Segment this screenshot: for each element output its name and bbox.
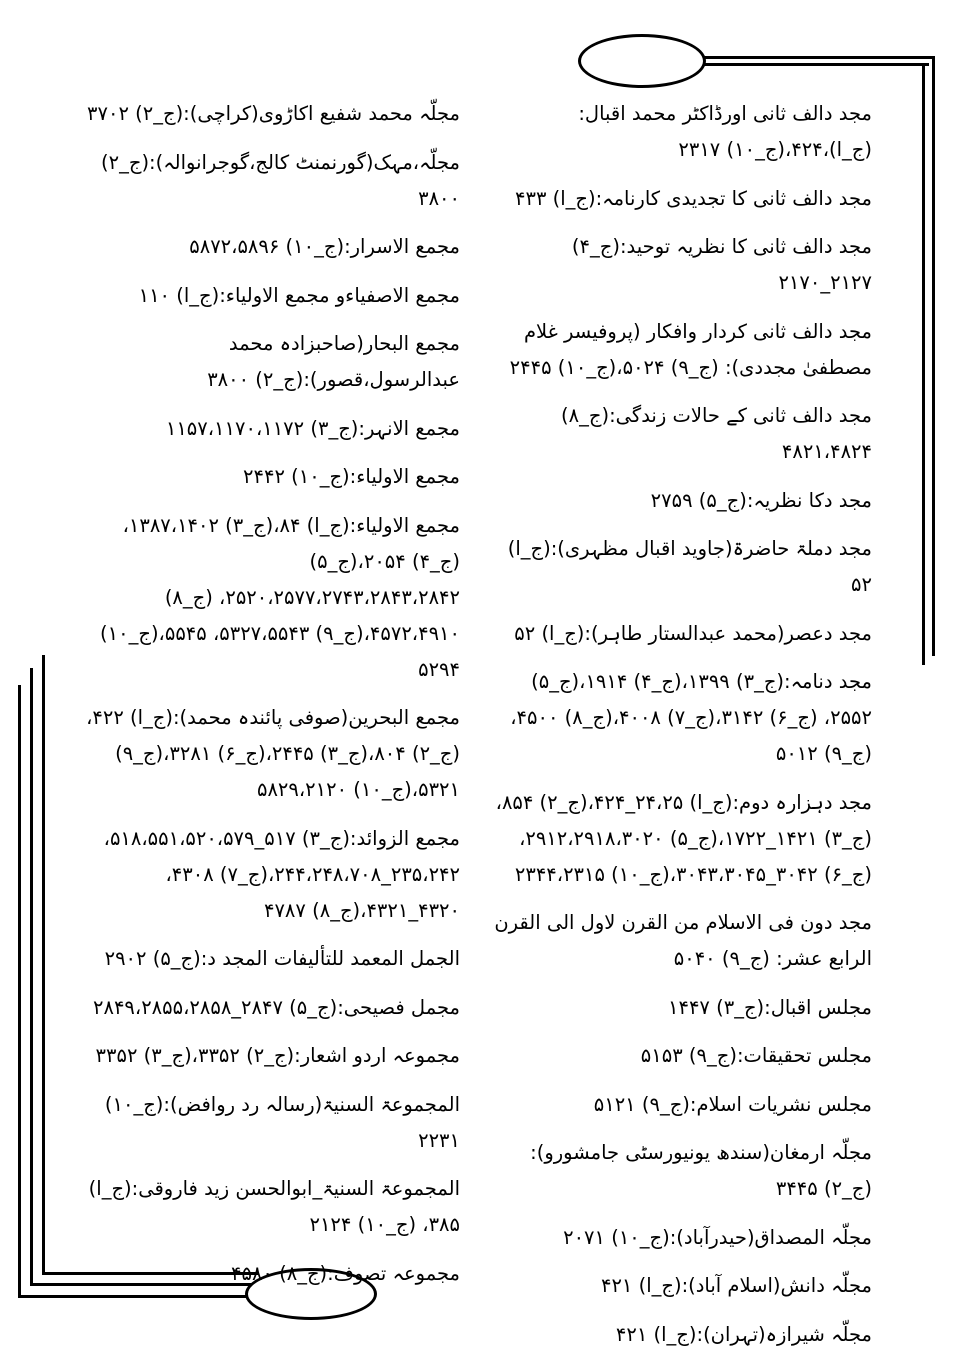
- frame-right-line-2: [922, 63, 925, 665]
- index-entry: مجمع البحرین(صوفی پائندہ محمد):(ج_ا) ۴۲۲،(ج_۲) ۸۰۴،(ج_۳) ۲۴۴۵،(ج_۶) ۳۲۸۱،(ج_۹) ۵۳۲۱،(ج_۱۰) ۵۸۲۹،۲۱۲۰: [86, 706, 460, 801]
- index-entry: مجد دون فی الاسلام من القرن لاول الی القرن الرابع عشر: (ج_۹) ۵۰۴۰: [494, 911, 872, 970]
- index-entry: مجلّہ محمد شفیع اکاڑوی(کراچی):(ج_۲) ۳۷۰۲: [87, 102, 460, 125]
- index-entry: مجلّہ،مہک(گورنمنٹ کالج،گوجرانوالہ):(ج_۲) ۳۸۰۰: [101, 150, 460, 210]
- index-column-left: [82, 96, 460, 1304]
- index-entry: المجموعۃ السنیۃ_ابوالحسن زید فاروقی:(ج_ا) ۳۸۵، (ج_۱۰) ۲۱۲۴: [88, 1177, 460, 1236]
- frame-oval-top: [578, 34, 706, 88]
- index-entry: مجمع الاصفیاءو مجمع الاولیاء:(ج_ا) ۱۱۰: [138, 283, 460, 307]
- index-entry: مجلس اقبال:(ج_۳) ۱۴۴۷: [668, 995, 872, 1019]
- index-entry: مجمع الانہر:(ج_۳) ۱۱۵۷،۱۱۷۰،۱۱۷۲: [165, 416, 460, 440]
- index-entry: مجلّہ ارمغان(سندھ یونیورسٹی جامشورو):(ج_۲) ۳۴۴۵: [530, 1141, 872, 1200]
- frame-right-line-1: [932, 56, 935, 656]
- index-entry: مجلّہ المصداق(حیدرآباد):(ج_۱۰) ۲۰۷۱: [563, 1225, 872, 1249]
- index-entry: مجموعہ تصوف:(ج_۸) ۴۵۸۰: [231, 1261, 460, 1285]
- index-entry: مجد دملۃ حاضرۃ(جاوید اقبال مظہری):(ج_ا) ۵۲: [507, 537, 872, 596]
- index-entry: مجد دالف ثانی کردار وافکار (پروفیسر غلام مصطفیٰ مجددی): (ج_۹) ۵۰۲۴،(ج_۱۰) ۲۴۴۵: [509, 319, 872, 379]
- index-entry: مجمع البحار(صاحبزادہ محمد عبدالرسول،قصور):(ج_۲) ۳۸۰۰: [207, 332, 460, 391]
- index-entry: مجمل فصیحی:(ج_۵) ۲۸۴۷_۲۸۴۹،۲۸۵۵،۲۸۵۸: [93, 995, 460, 1019]
- index-entry: مجمع الاولیاء:(ج_۱۰) ۲۴۴۲: [243, 465, 460, 488]
- index-entry: مجمع الاولیاء:(ج_ا) ۸۴،(ج_۳) ۱۳۸۷،۱۴۰۲،(ج_۴) ۲۰۵۴،(ج_۵) ۲۵۲۰،۲۵۷۷،۲۷۴۳،۲۸۴۳،۲۸۴۲، (ج_۸) ۴۵۷۲،۴۹۱۰،(ج_۹) ۵۳۲۷،۵۵۴۳، ۵۵۴۵،(ج_۱۰) ۵۲۹۴: [100, 513, 460, 681]
- index-entry: مجد دالف ثانی کا تجدیدی کارنامہ:(ج_ا) ۴۳۳: [515, 186, 872, 210]
- index-entry: مجد دالف ثانی کا نظریہ توحید:(ج_۴) ۲۱۲۷_۲۱۷۰: [571, 235, 872, 294]
- index-entry: مجد دالف ثانی اورڈاکٹر محمد اقبال:(ج_ا)،۴۲۴،(ج_۱۰) ۲۳۱۷: [578, 102, 872, 161]
- frame-left-line-3: [42, 655, 45, 1274]
- index-entry: مجد دنامہ:(ج_۳) ۱۳۹۹،(ج_۴) ۱۹۱۴،(ج_۵) ۲۵۵۲، (ج_۶) ۳۱۴۲،(ج_۷) ۴۰۰۸،(ج_۸) ۴۵۰۰،(ج_۹) ۵۰۱۲: [510, 670, 872, 765]
- index-entry: مجد دعصر(محمد عبدالستار طاہر):(ج_ا) ۵۲: [514, 621, 872, 645]
- index-entry: الجمل المعمد للتألیفات المجد د:(ج_۵) ۲۹۰۲: [104, 947, 460, 970]
- index-entry: مجموعہ اردو اشعار:(ج_۲) ۳۳۵۲،(ج_۳) ۳۳۵۲: [95, 1044, 460, 1067]
- index-column-right: [494, 96, 872, 1365]
- index-entry: مجلّہ دانش(اسلام آباد):(ج_ا) ۴۲۱: [600, 1274, 872, 1297]
- index-entry: مجلس نشریات اسلام:(ج_۹) ۵۱۲۱: [593, 1092, 872, 1116]
- frame-left-line-2: [30, 668, 33, 1285]
- index-entry: مجلّہ شیرازہ(تہران):(ج_ا) ۴۲۱: [615, 1322, 872, 1346]
- index-entry: مجمع الاسرار:(ج_۱۰) ۵۸۷۲،۵۸۹۶: [189, 235, 460, 258]
- index-entry: مجد دہزارہ دوم:(ج_ا) ۲۴،۲۵_۴۲۴،(ج_۲) ۸۵۴، (ج_۳) ۱۴۲۱_۱۷۲۲،(ج_۵) ۲۹۱۲،۲۹۱۸،۳۰۲۰، (ج_۶) ۳۰۴۲_۳۰۴۳،۳۰۴۵،(ج_۱۰) ۲۳۴۴،۲۳۱۵: [495, 790, 872, 886]
- index-entry: مجلس تحقیقات:(ج_۹) ۵۱۵۳: [640, 1044, 872, 1067]
- index-entry: مجد دکا نظریہ:(ج_۵) ۲۷۵۹: [650, 488, 872, 512]
- index-entry: مجمع الزوائد:(ج_۳) ۵۱۷_۵۱۸،۵۵۱،۵۲۰،۵۷۹، ۲۳۵،۲۴۲_۲۴۴،۲۴۸،۷۰۸،(ج_۷) ۴۳۰۸، ۴۳۲۰_۴۳۲۱،(ج_۸) ۴۷۸۷: [103, 826, 460, 922]
- frame-left-line-1: [18, 685, 21, 1297]
- index-entry: المجموعۃ السنیۃ(رسالہ رد روافض):(ج_۱۰) ۲۲۳۱: [104, 1092, 460, 1152]
- index-entry: مجد دالف ثانی کے حالات زندگی:(ج_۸) ۴۸۲۱،۴۸۲۴: [561, 404, 872, 463]
